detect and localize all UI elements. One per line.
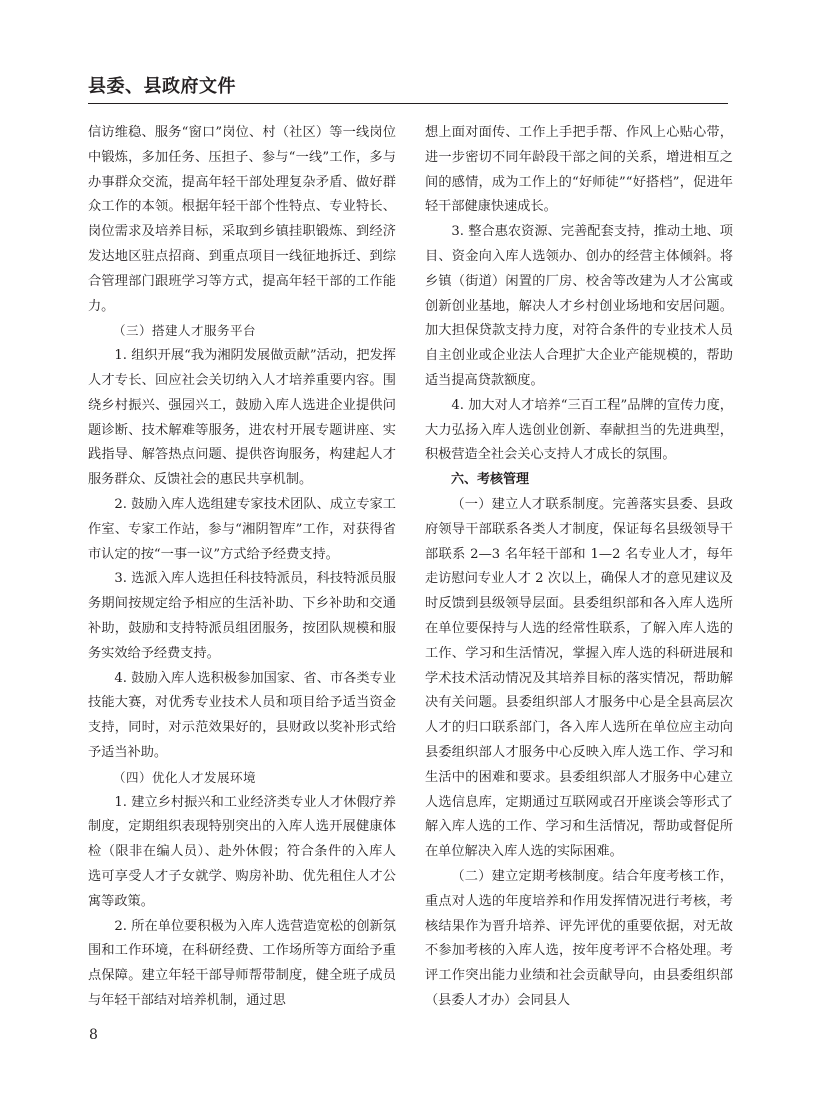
subsection-heading: （四）优化人才发展环境 — [113, 769, 257, 785]
page-number: 8 — [89, 1027, 98, 1043]
section-heading: 六、考核管理 — [451, 472, 530, 488]
paragraph: 1. 组织开展“我为湘阴发展做贡献”活动，把发挥人才专长、回应社会关切纳入人才培养重要内容。围绕乡村振兴、强园兴工，鼓励入库人选进企业提供问题诊断、技术解难等服务，进农村开展专题讲座、实践指导、解答热点问题、提供咨询服务，构建起人才服务群众、反馈社会的惠民共享机制。 — [88, 348, 396, 488]
paragraph: 3. 整合惠农资源、完善配套支持，推动土地、项目、资金向入库人选领办、创办的经营主体倾斜。将乡镇（街道）闲置的厂房、校舍等改建为人才公寓或创新创业基地，解决人才乡村创业场地和安居问题。加大担保贷款支持力度，对符合条件的专业技术人员自主创业或企业法人合理扩大企业产能规模的，帮助适当提高贷款额度。 — [425, 224, 733, 388]
paragraph: 3. 选派入库人选担任科技特派员，科技特派员服务期间按规定给予相应的生活补助、下乡补助和交通补助，鼓励和支持特派员组团服务，按团队规模和服务实效给予经费支持。 — [88, 571, 396, 661]
header-rule — [88, 103, 728, 104]
paragraph: （一）建立人才联系制度。完善落实县委、县政府领导干部联系各类人才制度，保证每名县级领导干部联系 2—3 名年轻干部和 1—2 名专业人才，每年走访慰问专业人才 2 次以上，确保人才的意见建议及时反馈到县级领导层面。县委组织部和各入库人选所在单位要保持与人选的经常性联系，了解入库人选的工作、学习和生活情况，掌握入库人选的科研进展和学术技术活动情况及其培养目标的落实情况，帮助解决有关问题。县委组织部人才服务中心是全县高层次人才的归口联系部门，各入库人选所在单位应主动向县委组织部人才服务中心反映入库人选工作、学习和生活中的困难和要求。县委组织部人才服务中心建立人选信息库，定期通过互联网或召开座谈会等形式了解入库人选的工作、学习和生活情况，帮助或督促所在单位解决入库人选的实际困难。 — [425, 496, 733, 860]
paragraph: 1. 建立乡村振兴和工业经济类专业人才休假疗养制度，定期组织表现特别突出的入库人选开展健康体检（限非在编人员）、赴外休假；符合条件的入库人选可享受人才子女就学、购房补助、优先租住人才公寓等政策。 — [88, 794, 396, 909]
paragraph: 4. 鼓励入库人选积极参加国家、省、市各类专业技能大赛，对优秀专业技术人员和项目给予适当资金支持，同时，对示范效果好的，县财政以奖补形式给予适当补助。 — [88, 670, 396, 760]
header-title: 县委、县政府文件 — [88, 76, 236, 97]
right-column — [425, 121, 733, 1014]
running-header — [88, 74, 728, 100]
paragraph: 想上面对面传、工作上手把手帮、作风上心贴心带，进一步密切不同年龄段干部之间的关系，增进相互之间的感情，成为工作上的“好师徒”“好搭档”，促进年轻干部健康快速成长。 — [425, 125, 733, 215]
paragraph: （二）建立定期考核制度。结合年度考核工作，重点对人选的年度培养和作用发挥情况进行考核，考核结果作为晋升培养、评先评优的重要依据，对无故不参加考核的入库人选，按年度考评不合格处理。考评工作突出能力业绩和社会贡献导向，由县委组织部（县委人才办）会同县人 — [425, 868, 733, 1008]
paragraph: 4. 加大对人才培养“三百工程”品牌的宣传力度，大力弘扬入库人选创业创新、奉献担当的先进典型，积极营造全社会关心支持人才成长的氛围。 — [425, 397, 733, 463]
left-column — [88, 121, 396, 1014]
paragraph: 信访维稳、服务“窗口”岗位、村（社区）等一线岗位中锻炼，多加任务、压担子、参与“一线”工作，多与办事群众交流，提高年轻干部处理复杂矛盾、做好群众工作的本领。根据年轻干部个性特点、专业特长、岗位需求及培养目标，采取到乡镇挂职锻炼、到经济发达地区驻点招商、到重点项目一线征地拆迁、到综合管理部门跟班学习等方式，提高年轻干部的工作能力。 — [88, 125, 396, 314]
subsection-heading: （三）搭建人才服务平台 — [113, 323, 257, 339]
paragraph: 2. 所在单位要积极为入库人选营造宽松的创新氛围和工作环境，在科研经费、工作场所等方面给予重点保障。建立年轻干部导师帮带制度，健全班子成员与年轻干部结对培养机制，通过思 — [88, 918, 396, 1008]
paragraph: 2. 鼓励入库人选组建专家技术团队、成立专家工作室、专家工作站，参与“湘阴智库”工作，对获得省市认定的按“一事一议”方式给予经费支持。 — [88, 496, 396, 562]
